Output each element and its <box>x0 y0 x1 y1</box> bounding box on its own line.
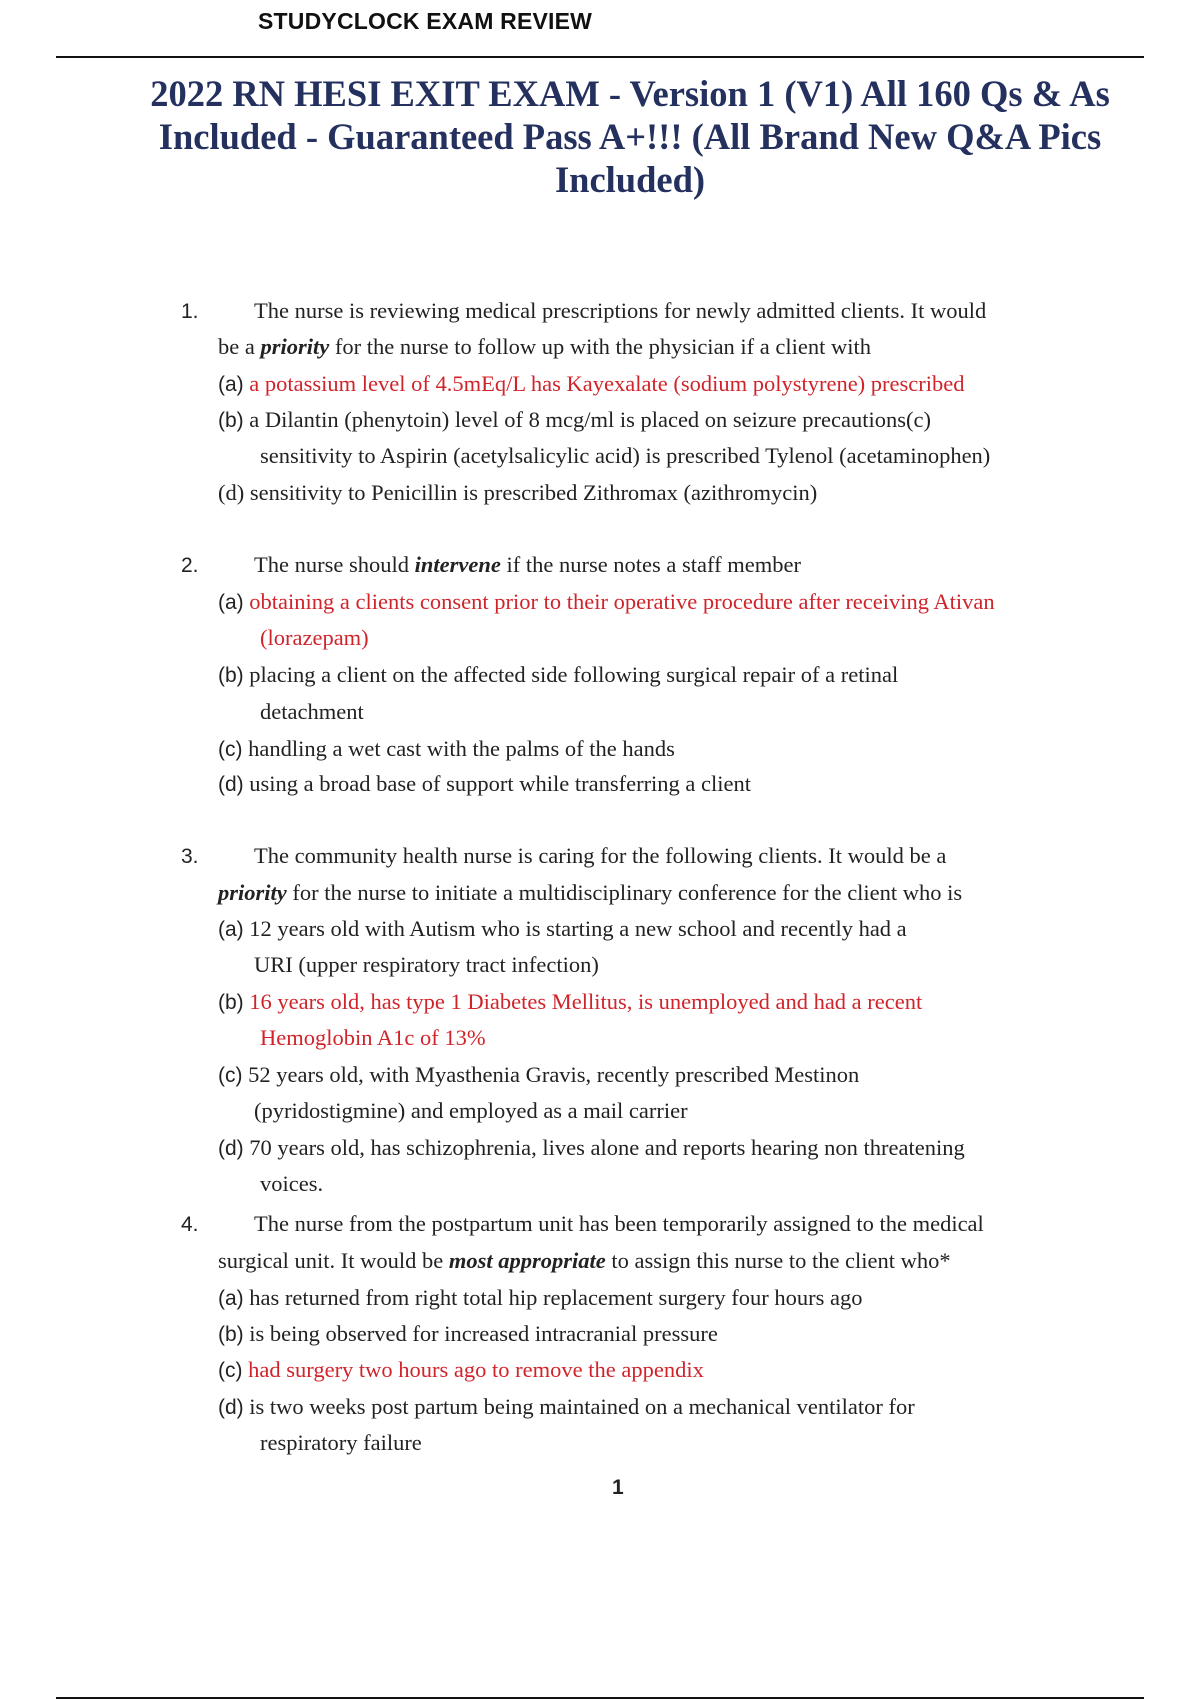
correct-answer-text: a potassium level of 4.5mEq/L has Kayexalate (sodium polystyrene) prescribed <box>249 371 965 396</box>
option-text: handling a wet cast with the palms of the hands <box>248 736 675 761</box>
answer-option-d: (d) sensitivity to Penicillin is prescribed Zithromax (azithromycin) <box>218 480 818 505</box>
document-title: 2022 RN HESI EXIT EXAM - Version 1 (V1) All 160 Qs & As Included - Guaranteed Pass A+!!! (All Brand New Q&A Pics Included) <box>150 73 1110 200</box>
option-label: (d) <box>218 773 244 796</box>
option-label: (b) <box>218 991 244 1014</box>
correct-answer-text: had surgery two hours ago to remove the appendix <box>248 1357 704 1382</box>
option-label: (b) <box>218 1323 244 1346</box>
answer-option-b <box>218 1319 718 1350</box>
correct-answer-text-cont: (lorazepam) <box>260 625 369 650</box>
answer-option-a <box>218 369 965 400</box>
option-label: (c) <box>218 1064 243 1087</box>
question-number: 3. <box>181 845 199 868</box>
option-text: is two weeks post partum being maintained on a mechanical ventilator for <box>249 1394 915 1419</box>
emphasis: most appropriate <box>448 1248 606 1273</box>
answer-option-a <box>218 914 907 945</box>
question-stem: The nurse should intervene if the nurse notes a staff member <box>254 552 801 577</box>
option-label: (b) <box>218 664 244 687</box>
option-text: 12 years old with Autism who is starting a new school and recently had a <box>249 916 907 941</box>
header-divider <box>56 56 1144 58</box>
answer-option-c <box>218 1355 704 1386</box>
answer-option-b <box>218 987 922 1018</box>
question-stem: The community health nurse is caring for the following clients. It would be a <box>254 843 947 868</box>
option-text: using a broad base of support while transferring a client <box>249 771 752 796</box>
correct-answer-text: 16 years old, has type 1 Diabetes Mellitus, is unemployed and had a recent <box>249 989 923 1014</box>
page-number: 1 <box>612 1476 624 1499</box>
option-label: (d) <box>218 1137 244 1160</box>
question-stem-cont: surgical unit. It would be most appropriate to assign this nurse to the client who* <box>218 1248 951 1273</box>
option-label: (d) <box>218 1396 244 1419</box>
option-text-cont: URI (upper respiratory tract infection) <box>254 952 599 977</box>
question-number: 2. <box>181 554 199 577</box>
option-label: (a) <box>218 373 244 396</box>
option-text: has returned from right total hip replacement surgery four hours ago <box>249 1285 863 1310</box>
option-label: (a) <box>218 1287 244 1310</box>
answer-option-a <box>218 1283 862 1314</box>
answer-option-a <box>218 587 995 618</box>
answer-option-b <box>218 405 931 436</box>
answer-option-d <box>218 1392 915 1423</box>
question-number: 4. <box>181 1213 199 1236</box>
question-number: 1. <box>181 300 199 323</box>
option-label: (c) <box>218 738 243 761</box>
answer-option-c <box>218 734 675 765</box>
question-stem: The nurse is reviewing medical prescriptions for newly admitted clients. It would <box>254 298 987 323</box>
option-text: placing a client on the affected side following surgical repair of a retinal <box>249 662 899 687</box>
option-text: 52 years old, with Myasthenia Gravis, recently prescribed Mestinon <box>248 1062 860 1087</box>
option-text-cont: detachment <box>260 699 364 724</box>
emphasis: priority <box>260 334 330 359</box>
answer-option-d <box>218 1133 965 1164</box>
question-stem-cont: priority for the nurse to initiate a multidisciplinary conference for the client who is <box>218 880 963 905</box>
option-text-cont: respiratory failure <box>260 1430 422 1455</box>
option-text: a Dilantin (phenytoin) level of 8 mcg/ml is placed on seizure precautions(c) <box>249 407 931 432</box>
answer-option-b <box>218 660 898 691</box>
document-header: STUDYCLOCK EXAM REVIEW <box>258 8 593 34</box>
option-text-cont: sensitivity to Aspirin (acetylsalicylic acid) is prescribed Tylenol (acetaminophen) <box>260 443 991 468</box>
option-label: (c) <box>218 1359 243 1382</box>
option-text-cont: voices. <box>260 1171 324 1196</box>
option-label: (a) <box>218 918 244 941</box>
answer-option-d <box>218 769 751 800</box>
option-text: is being observed for increased intracranial pressure <box>249 1321 718 1346</box>
emphasis: priority <box>218 880 287 905</box>
emphasis: intervene <box>414 552 501 577</box>
correct-answer-text-cont: Hemoglobin A1c of 13% <box>260 1025 486 1050</box>
question-stem-cont: be a priority for the nurse to follow up with the physician if a client with <box>218 334 872 359</box>
correct-answer-text: obtaining a clients consent prior to their operative procedure after receiving Ativan <box>249 589 995 614</box>
question-stem: The nurse from the postpartum unit has been temporarily assigned to the medical <box>254 1211 984 1236</box>
option-text-cont: (pyridostigmine) and employed as a mail carrier <box>254 1098 688 1123</box>
footer-divider <box>56 1697 1144 1699</box>
option-label: (b) <box>218 409 244 432</box>
answer-option-c <box>218 1060 859 1091</box>
option-label: (a) <box>218 591 244 614</box>
option-text: 70 years old, has schizophrenia, lives alone and reports hearing non threatening <box>249 1135 965 1160</box>
